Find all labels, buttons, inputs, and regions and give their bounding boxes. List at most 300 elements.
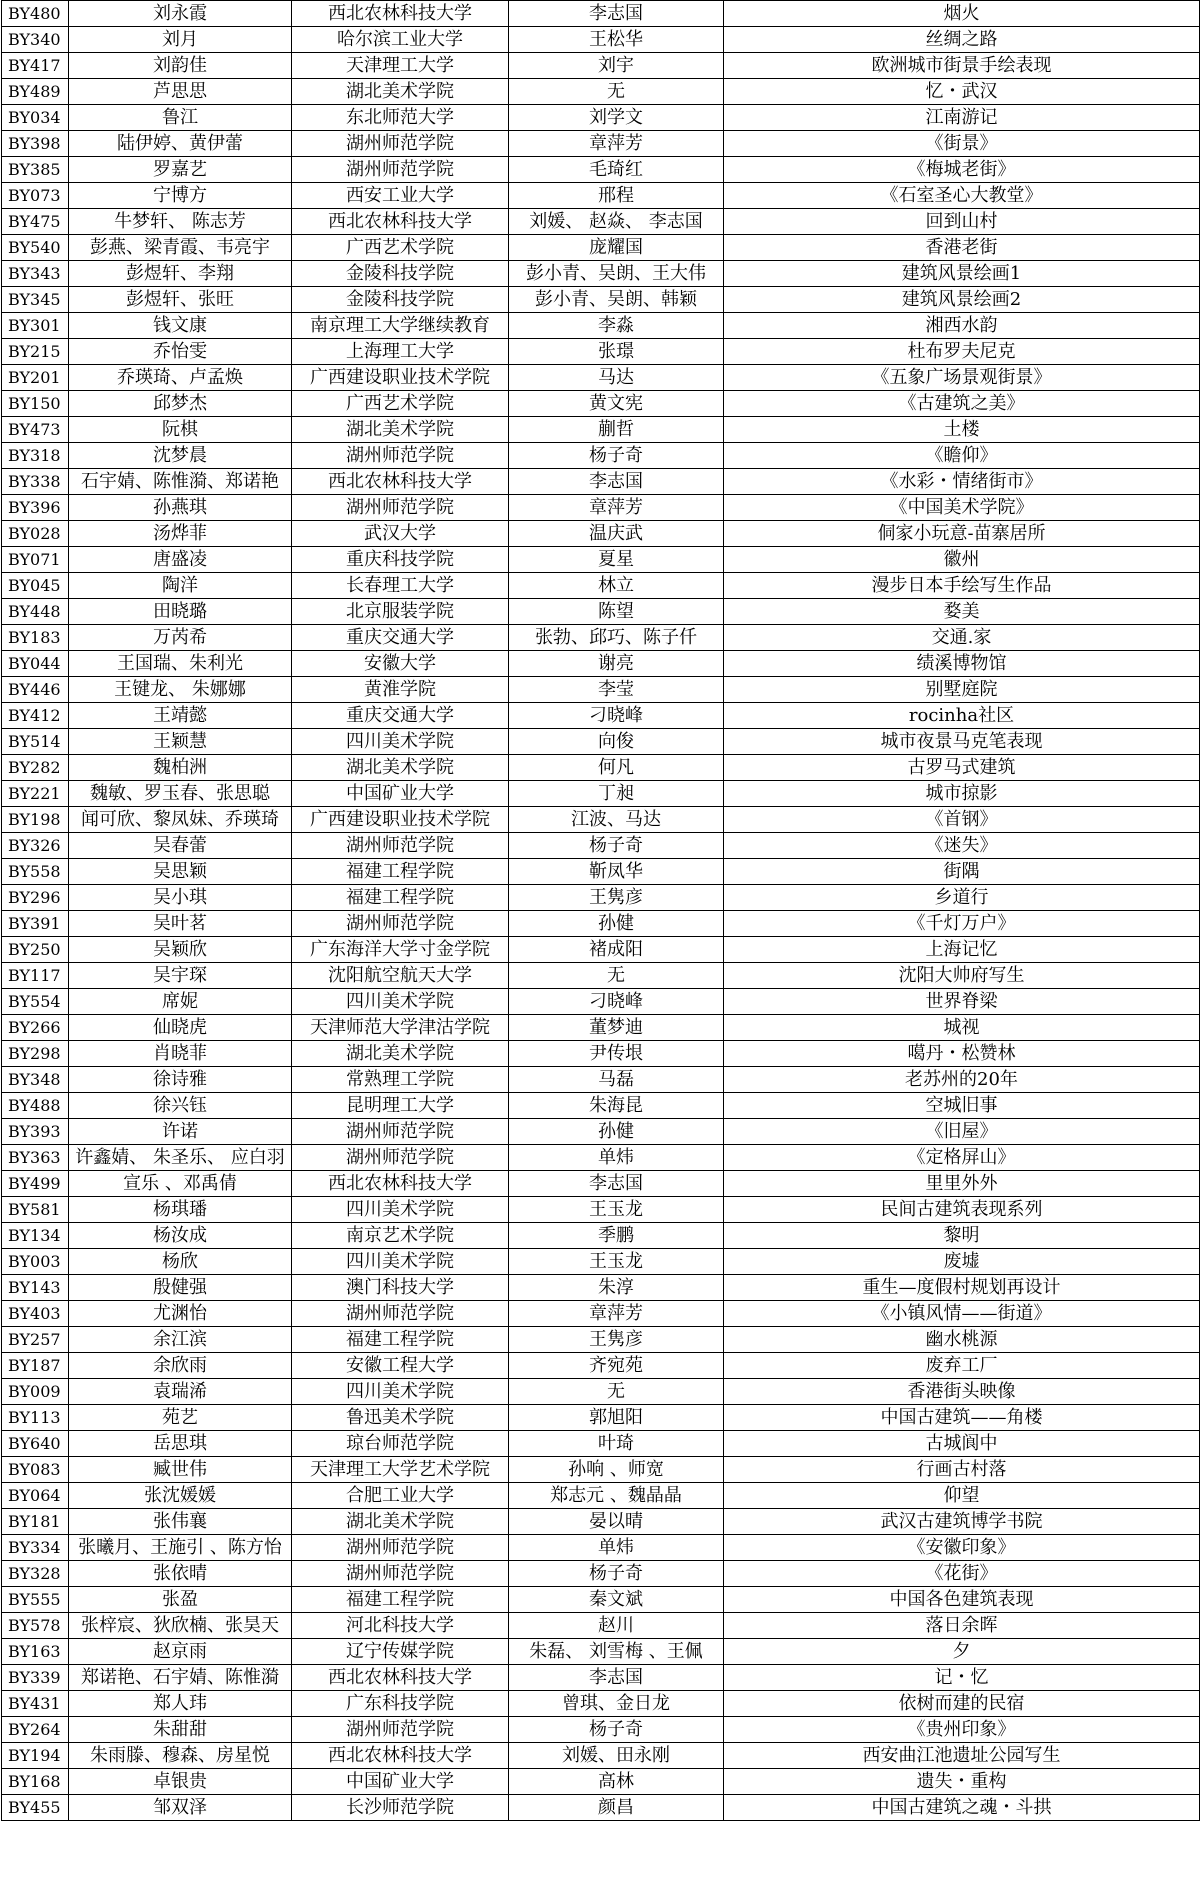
table-row bbox=[2, 235, 1200, 261]
table-row bbox=[2, 911, 1200, 937]
student-names-cell: 仙晓虎 bbox=[69, 1015, 292, 1041]
work-title-cell: 漫步日本手绘写生作品 bbox=[724, 573, 1200, 599]
student-names-cell: 乔瑛琦、卢孟焕 bbox=[69, 365, 292, 391]
school-cell: 四川美术学院 bbox=[292, 989, 509, 1015]
school-cell: 湖州师范学院 bbox=[292, 1561, 509, 1587]
table-row bbox=[2, 1327, 1200, 1353]
school-cell: 天津师范大学津沽学院 bbox=[292, 1015, 509, 1041]
entry-id-cell: BY403 bbox=[2, 1301, 69, 1327]
entry-id-cell: BY134 bbox=[2, 1223, 69, 1249]
advisor-cell: 刘媛、田永刚 bbox=[509, 1743, 724, 1769]
work-title-cell: 《千灯万户》 bbox=[724, 911, 1200, 937]
work-title-cell: 《迷失》 bbox=[724, 833, 1200, 859]
work-title-cell: 《水彩・情绪街市》 bbox=[724, 469, 1200, 495]
school-cell: 重庆科技学院 bbox=[292, 547, 509, 573]
school-cell: 广西建设职业技术学院 bbox=[292, 365, 509, 391]
advisor-cell: 刘宇 bbox=[509, 53, 724, 79]
school-cell: 湖州师范学院 bbox=[292, 1301, 509, 1327]
school-cell: 西北农林科技大学 bbox=[292, 1171, 509, 1197]
student-names-cell: 沈梦晨 bbox=[69, 443, 292, 469]
advisor-cell: 孙健 bbox=[509, 1119, 724, 1145]
entry-id-cell: BY343 bbox=[2, 261, 69, 287]
student-names-cell: 彭煜轩、李翔 bbox=[69, 261, 292, 287]
advisor-cell: 刘学文 bbox=[509, 105, 724, 131]
advisor-cell: 黄文宪 bbox=[509, 391, 724, 417]
student-names-cell: 刘永霞 bbox=[69, 1, 292, 27]
table-row bbox=[2, 1509, 1200, 1535]
school-cell: 湖州师范学院 bbox=[292, 443, 509, 469]
student-names-cell: 肖晓菲 bbox=[69, 1041, 292, 1067]
advisor-cell: 齐宛苑 bbox=[509, 1353, 724, 1379]
school-cell: 长春理工大学 bbox=[292, 573, 509, 599]
work-title-cell: 上海记忆 bbox=[724, 937, 1200, 963]
entry-id-cell: BY181 bbox=[2, 1509, 69, 1535]
entry-id-cell: BY555 bbox=[2, 1587, 69, 1613]
entry-id-cell: BY250 bbox=[2, 937, 69, 963]
student-names-cell: 田晓璐 bbox=[69, 599, 292, 625]
advisor-cell: 张勃、邱巧、陈子仟 bbox=[509, 625, 724, 651]
advisor-cell: 晏以晴 bbox=[509, 1509, 724, 1535]
student-names-cell: 杨汝成 bbox=[69, 1223, 292, 1249]
work-title-cell: 落日余晖 bbox=[724, 1613, 1200, 1639]
entry-id-cell: BY540 bbox=[2, 235, 69, 261]
table-row bbox=[2, 1483, 1200, 1509]
advisor-cell: 尹传垠 bbox=[509, 1041, 724, 1067]
work-title-cell: 徽州 bbox=[724, 547, 1200, 573]
school-cell: 湖北美术学院 bbox=[292, 79, 509, 105]
advisor-cell: 颜昌 bbox=[509, 1795, 724, 1821]
school-cell: 安徽大学 bbox=[292, 651, 509, 677]
student-names-cell: 乔怡雯 bbox=[69, 339, 292, 365]
advisor-cell: 无 bbox=[509, 1379, 724, 1405]
school-cell: 南京理工大学继续教育 bbox=[292, 313, 509, 339]
table-row bbox=[2, 313, 1200, 339]
table-row bbox=[2, 1457, 1200, 1483]
entry-id-cell: BY028 bbox=[2, 521, 69, 547]
work-title-cell: 里里外外 bbox=[724, 1171, 1200, 1197]
work-title-cell: 重生—度假村规划再设计 bbox=[724, 1275, 1200, 1301]
student-names-cell: 吴春蕾 bbox=[69, 833, 292, 859]
work-title-cell: 乡道行 bbox=[724, 885, 1200, 911]
work-title-cell: 《五象广场景观街景》 bbox=[724, 365, 1200, 391]
entry-id-cell: BY393 bbox=[2, 1119, 69, 1145]
entry-id-cell: BY338 bbox=[2, 469, 69, 495]
table-row bbox=[2, 1795, 1200, 1821]
school-cell: 湖州师范学院 bbox=[292, 1717, 509, 1743]
entry-id-cell: BY183 bbox=[2, 625, 69, 651]
student-names-cell: 彭煜轩、张旺 bbox=[69, 287, 292, 313]
work-title-cell: 废弃工厂 bbox=[724, 1353, 1200, 1379]
table-row bbox=[2, 391, 1200, 417]
advisor-cell: 无 bbox=[509, 79, 724, 105]
school-cell: 昆明理工大学 bbox=[292, 1093, 509, 1119]
table-row bbox=[2, 859, 1200, 885]
entry-id-cell: BY318 bbox=[2, 443, 69, 469]
table-row bbox=[2, 79, 1200, 105]
advisor-cell: 李志国 bbox=[509, 469, 724, 495]
advisor-cell: 刁晓峰 bbox=[509, 703, 724, 729]
table-row bbox=[2, 1587, 1200, 1613]
work-title-cell: 世界脊梁 bbox=[724, 989, 1200, 1015]
school-cell: 湖州师范学院 bbox=[292, 911, 509, 937]
advisor-cell: 李志国 bbox=[509, 1665, 724, 1691]
work-title-cell: 依树而建的民宿 bbox=[724, 1691, 1200, 1717]
entry-id-cell: BY143 bbox=[2, 1275, 69, 1301]
table-row bbox=[2, 833, 1200, 859]
advisor-cell: 李志国 bbox=[509, 1171, 724, 1197]
school-cell: 鲁迅美术学院 bbox=[292, 1405, 509, 1431]
entry-id-cell: BY640 bbox=[2, 1431, 69, 1457]
work-title-cell: 《石室圣心大教堂》 bbox=[724, 183, 1200, 209]
work-title-cell: 西安曲江池遗址公园写生 bbox=[724, 1743, 1200, 1769]
entry-id-cell: BY163 bbox=[2, 1639, 69, 1665]
student-names-cell: 许诺 bbox=[69, 1119, 292, 1145]
advisor-cell: 庞耀国 bbox=[509, 235, 724, 261]
school-cell: 广东科技学院 bbox=[292, 1691, 509, 1717]
work-title-cell: 中国古建筑——角楼 bbox=[724, 1405, 1200, 1431]
advisor-cell: 王玉龙 bbox=[509, 1197, 724, 1223]
work-title-cell: 古罗马式建筑 bbox=[724, 755, 1200, 781]
advisor-cell: 叶琦 bbox=[509, 1431, 724, 1457]
school-cell: 湖州师范学院 bbox=[292, 131, 509, 157]
school-cell: 湖州师范学院 bbox=[292, 833, 509, 859]
table-row bbox=[2, 1301, 1200, 1327]
advisor-cell: 马磊 bbox=[509, 1067, 724, 1093]
table-row bbox=[2, 599, 1200, 625]
table-row bbox=[2, 495, 1200, 521]
entry-id-cell: BY334 bbox=[2, 1535, 69, 1561]
student-names-cell: 刘月 bbox=[69, 27, 292, 53]
table-row bbox=[2, 131, 1200, 157]
school-cell: 广西艺术学院 bbox=[292, 235, 509, 261]
advisor-cell: 无 bbox=[509, 963, 724, 989]
entry-id-cell: BY113 bbox=[2, 1405, 69, 1431]
work-title-cell: 建筑风景绘画2 bbox=[724, 287, 1200, 313]
work-title-cell: 遗失・重构 bbox=[724, 1769, 1200, 1795]
student-names-cell: 陆伊婷、黄伊蕾 bbox=[69, 131, 292, 157]
table-row bbox=[2, 573, 1200, 599]
entry-id-cell: BY417 bbox=[2, 53, 69, 79]
entry-id-cell: BY363 bbox=[2, 1145, 69, 1171]
entry-id-cell: BY489 bbox=[2, 79, 69, 105]
entry-id-cell: BY301 bbox=[2, 313, 69, 339]
school-cell: 广西艺术学院 bbox=[292, 391, 509, 417]
school-cell: 辽宁传媒学院 bbox=[292, 1639, 509, 1665]
student-names-cell: 魏柏洲 bbox=[69, 755, 292, 781]
work-title-cell: 烟火 bbox=[724, 1, 1200, 27]
work-title-cell: 城视 bbox=[724, 1015, 1200, 1041]
school-cell: 上海理工大学 bbox=[292, 339, 509, 365]
table-row bbox=[2, 1119, 1200, 1145]
table-row bbox=[2, 287, 1200, 313]
student-names-cell: 彭燕、梁青霞、韦亮宇 bbox=[69, 235, 292, 261]
school-cell: 合肥工业大学 bbox=[292, 1483, 509, 1509]
entry-id-cell: BY385 bbox=[2, 157, 69, 183]
work-title-cell: 土楼 bbox=[724, 417, 1200, 443]
entry-id-cell: BY083 bbox=[2, 1457, 69, 1483]
student-names-cell: 岳思琪 bbox=[69, 1431, 292, 1457]
entry-id-cell: BY473 bbox=[2, 417, 69, 443]
school-cell: 金陵科技学院 bbox=[292, 261, 509, 287]
school-cell: 哈尔滨工业大学 bbox=[292, 27, 509, 53]
work-title-cell: 中国各色建筑表现 bbox=[724, 1587, 1200, 1613]
school-cell: 中国矿业大学 bbox=[292, 1769, 509, 1795]
school-cell: 武汉大学 bbox=[292, 521, 509, 547]
school-cell: 湖州师范学院 bbox=[292, 1145, 509, 1171]
table-row bbox=[2, 937, 1200, 963]
work-title-cell: 香港老街 bbox=[724, 235, 1200, 261]
advisor-cell: 张璟 bbox=[509, 339, 724, 365]
advisor-cell: 赵川 bbox=[509, 1613, 724, 1639]
school-cell: 南京艺术学院 bbox=[292, 1223, 509, 1249]
work-title-cell: 侗家小玩意-苗寨居所 bbox=[724, 521, 1200, 547]
student-names-cell: 吴思颖 bbox=[69, 859, 292, 885]
entry-id-cell: BY034 bbox=[2, 105, 69, 131]
table-row bbox=[2, 703, 1200, 729]
work-title-cell: 废墟 bbox=[724, 1249, 1200, 1275]
work-title-cell: 《街景》 bbox=[724, 131, 1200, 157]
table-row bbox=[2, 1015, 1200, 1041]
school-cell: 黄淮学院 bbox=[292, 677, 509, 703]
work-title-cell: 婺美 bbox=[724, 599, 1200, 625]
school-cell: 四川美术学院 bbox=[292, 1197, 509, 1223]
table-row bbox=[2, 417, 1200, 443]
table-row bbox=[2, 1145, 1200, 1171]
school-cell: 西北农林科技大学 bbox=[292, 1665, 509, 1691]
advisor-cell: 彭小青、吴朗、王大伟 bbox=[509, 261, 724, 287]
work-title-cell: 《旧屋》 bbox=[724, 1119, 1200, 1145]
student-names-cell: 芦思思 bbox=[69, 79, 292, 105]
entry-id-cell: BY488 bbox=[2, 1093, 69, 1119]
entry-id-cell: BY514 bbox=[2, 729, 69, 755]
table-row bbox=[2, 469, 1200, 495]
table-row bbox=[2, 1379, 1200, 1405]
advisor-cell: 谢亮 bbox=[509, 651, 724, 677]
student-names-cell: 张曦月、王施引 、陈方怡 bbox=[69, 1535, 292, 1561]
student-names-cell: 张盈 bbox=[69, 1587, 292, 1613]
school-cell: 福建工程学院 bbox=[292, 885, 509, 911]
student-names-cell: 朱雨滕、穆森、房星悦 bbox=[69, 1743, 292, 1769]
table-row bbox=[2, 1353, 1200, 1379]
work-title-cell: 城市掠影 bbox=[724, 781, 1200, 807]
table-row bbox=[2, 1769, 1200, 1795]
student-names-cell: 杨欣 bbox=[69, 1249, 292, 1275]
table-row bbox=[2, 157, 1200, 183]
school-cell: 天津理工大学艺术学院 bbox=[292, 1457, 509, 1483]
school-cell: 湖州师范学院 bbox=[292, 495, 509, 521]
advisor-cell: 王松华 bbox=[509, 27, 724, 53]
school-cell: 中国矿业大学 bbox=[292, 781, 509, 807]
table-row bbox=[2, 1093, 1200, 1119]
advisor-cell: 蒯哲 bbox=[509, 417, 724, 443]
entry-id-cell: BY009 bbox=[2, 1379, 69, 1405]
student-names-cell: 苑艺 bbox=[69, 1405, 292, 1431]
entry-id-cell: BY480 bbox=[2, 1, 69, 27]
school-cell: 四川美术学院 bbox=[292, 1379, 509, 1405]
student-names-cell: 袁瑞浠 bbox=[69, 1379, 292, 1405]
advisor-cell: 王隽彦 bbox=[509, 1327, 724, 1353]
entry-id-cell: BY044 bbox=[2, 651, 69, 677]
school-cell: 安徽工程大学 bbox=[292, 1353, 509, 1379]
school-cell: 金陵科技学院 bbox=[292, 287, 509, 313]
table-row bbox=[2, 963, 1200, 989]
student-names-cell: 徐诗雅 bbox=[69, 1067, 292, 1093]
table-row bbox=[2, 1665, 1200, 1691]
student-names-cell: 石宇婧、陈惟漪、郑诺艳 bbox=[69, 469, 292, 495]
advisor-cell: 马达 bbox=[509, 365, 724, 391]
school-cell: 河北科技大学 bbox=[292, 1613, 509, 1639]
student-names-cell: 阮棋 bbox=[69, 417, 292, 443]
student-names-cell: 臧世伟 bbox=[69, 1457, 292, 1483]
advisor-cell: 夏星 bbox=[509, 547, 724, 573]
student-names-cell: 殷健强 bbox=[69, 1275, 292, 1301]
table-row bbox=[2, 885, 1200, 911]
entry-id-cell: BY345 bbox=[2, 287, 69, 313]
table-row bbox=[2, 183, 1200, 209]
advisor-cell: 孙健 bbox=[509, 911, 724, 937]
entry-id-cell: BY391 bbox=[2, 911, 69, 937]
work-title-cell: 欧洲城市街景手绘表现 bbox=[724, 53, 1200, 79]
entry-id-cell: BY328 bbox=[2, 1561, 69, 1587]
work-title-cell: 记・忆 bbox=[724, 1665, 1200, 1691]
work-title-cell: 中国古建筑之魂・斗拱 bbox=[724, 1795, 1200, 1821]
work-title-cell: 《花街》 bbox=[724, 1561, 1200, 1587]
student-names-cell: 余江滨 bbox=[69, 1327, 292, 1353]
student-names-cell: 邱梦杰 bbox=[69, 391, 292, 417]
school-cell: 沈阳航空航天大学 bbox=[292, 963, 509, 989]
table-row bbox=[2, 1613, 1200, 1639]
advisor-cell: 刘媛、 赵焱、 李志国 bbox=[509, 209, 724, 235]
student-names-cell: 刘韵佳 bbox=[69, 53, 292, 79]
table-row bbox=[2, 1431, 1200, 1457]
table-row bbox=[2, 27, 1200, 53]
advisor-cell: 林立 bbox=[509, 573, 724, 599]
entry-id-cell: BY446 bbox=[2, 677, 69, 703]
table-row bbox=[2, 625, 1200, 651]
school-cell: 四川美术学院 bbox=[292, 1249, 509, 1275]
student-names-cell: 吴小琪 bbox=[69, 885, 292, 911]
entry-id-cell: BY150 bbox=[2, 391, 69, 417]
student-names-cell: 邹双泽 bbox=[69, 1795, 292, 1821]
entry-id-cell: BY266 bbox=[2, 1015, 69, 1041]
advisor-cell: 靳凤华 bbox=[509, 859, 724, 885]
student-names-cell: 吴颖欣 bbox=[69, 937, 292, 963]
advisor-cell: 单炜 bbox=[509, 1145, 724, 1171]
advisor-cell: 郭旭阳 bbox=[509, 1405, 724, 1431]
advisor-cell: 高林 bbox=[509, 1769, 724, 1795]
table-row bbox=[2, 1717, 1200, 1743]
student-names-cell: 钱文康 bbox=[69, 313, 292, 339]
student-names-cell: 唐盛凌 bbox=[69, 547, 292, 573]
advisor-cell: 江波、马达 bbox=[509, 807, 724, 833]
work-title-cell: 行画古村落 bbox=[724, 1457, 1200, 1483]
table-row bbox=[2, 1535, 1200, 1561]
school-cell: 西北农林科技大学 bbox=[292, 209, 509, 235]
work-title-cell: 江南游记 bbox=[724, 105, 1200, 131]
student-names-cell: 汤烨菲 bbox=[69, 521, 292, 547]
student-names-cell: 卓银贵 bbox=[69, 1769, 292, 1795]
student-names-cell: 张梓宸、狄欣楠、张昊天 bbox=[69, 1613, 292, 1639]
work-title-cell: 幽水桃源 bbox=[724, 1327, 1200, 1353]
work-title-cell: 《贵州印象》 bbox=[724, 1717, 1200, 1743]
student-names-cell: 张依晴 bbox=[69, 1561, 292, 1587]
table-row bbox=[2, 209, 1200, 235]
advisor-cell: 章萍芳 bbox=[509, 131, 724, 157]
advisor-cell: 孙响 、师宽 bbox=[509, 1457, 724, 1483]
advisor-cell: 曾琪、金日龙 bbox=[509, 1691, 724, 1717]
work-title-cell: 忆・武汉 bbox=[724, 79, 1200, 105]
work-title-cell: 武汉古建筑博学书院 bbox=[724, 1509, 1200, 1535]
entry-id-cell: BY215 bbox=[2, 339, 69, 365]
school-cell: 福建工程学院 bbox=[292, 859, 509, 885]
work-title-cell: 老苏州的20年 bbox=[724, 1067, 1200, 1093]
school-cell: 湖北美术学院 bbox=[292, 1509, 509, 1535]
entry-id-cell: BY298 bbox=[2, 1041, 69, 1067]
school-cell: 西北农林科技大学 bbox=[292, 1743, 509, 1769]
student-names-cell: 宁博方 bbox=[69, 183, 292, 209]
school-cell: 长沙师范学院 bbox=[292, 1795, 509, 1821]
work-title-cell: 回到山村 bbox=[724, 209, 1200, 235]
work-title-cell: 古城阆中 bbox=[724, 1431, 1200, 1457]
school-cell: 福建工程学院 bbox=[292, 1327, 509, 1353]
school-cell: 北京服装学院 bbox=[292, 599, 509, 625]
student-names-cell: 席妮 bbox=[69, 989, 292, 1015]
advisor-cell: 章萍芳 bbox=[509, 1301, 724, 1327]
school-cell: 湖北美术学院 bbox=[292, 755, 509, 781]
work-title-cell: 《梅城老街》 bbox=[724, 157, 1200, 183]
work-title-cell: 湘西水韵 bbox=[724, 313, 1200, 339]
entry-id-cell: BY578 bbox=[2, 1613, 69, 1639]
student-names-cell: 赵京雨 bbox=[69, 1639, 292, 1665]
work-title-cell: 丝绸之路 bbox=[724, 27, 1200, 53]
advisor-cell: 丁昶 bbox=[509, 781, 724, 807]
entry-id-cell: BY064 bbox=[2, 1483, 69, 1509]
table-row bbox=[2, 1197, 1200, 1223]
entry-id-cell: BY499 bbox=[2, 1171, 69, 1197]
table-row bbox=[2, 1275, 1200, 1301]
entry-id-cell: BY201 bbox=[2, 365, 69, 391]
school-cell: 常熟理工学院 bbox=[292, 1067, 509, 1093]
advisor-cell: 向俊 bbox=[509, 729, 724, 755]
table-row bbox=[2, 365, 1200, 391]
advisor-cell: 杨子奇 bbox=[509, 1717, 724, 1743]
advisor-cell: 朱磊、 刘雪梅 、王佩 bbox=[509, 1639, 724, 1665]
table-row bbox=[2, 989, 1200, 1015]
advisor-cell: 李淼 bbox=[509, 313, 724, 339]
entry-id-cell: BY257 bbox=[2, 1327, 69, 1353]
table-row bbox=[2, 339, 1200, 365]
work-title-cell: rocinha社区 bbox=[724, 703, 1200, 729]
table-row bbox=[2, 1067, 1200, 1093]
student-names-cell: 朱甜甜 bbox=[69, 1717, 292, 1743]
work-title-cell: 绩溪博物馆 bbox=[724, 651, 1200, 677]
work-title-cell: 仰望 bbox=[724, 1483, 1200, 1509]
entry-id-cell: BY003 bbox=[2, 1249, 69, 1275]
table-row bbox=[2, 547, 1200, 573]
school-cell: 四川美术学院 bbox=[292, 729, 509, 755]
school-cell: 西北农林科技大学 bbox=[292, 469, 509, 495]
work-title-cell: 噶丹・松赞林 bbox=[724, 1041, 1200, 1067]
school-cell: 广东海洋大学寸金学院 bbox=[292, 937, 509, 963]
entry-id-cell: BY554 bbox=[2, 989, 69, 1015]
work-title-cell: 沈阳大帅府写生 bbox=[724, 963, 1200, 989]
student-names-cell: 张沈媛媛 bbox=[69, 1483, 292, 1509]
table-row bbox=[2, 729, 1200, 755]
advisor-cell: 杨子奇 bbox=[509, 1561, 724, 1587]
student-names-cell: 牛梦轩、 陈志芳 bbox=[69, 209, 292, 235]
student-names-cell: 余欣雨 bbox=[69, 1353, 292, 1379]
table-row bbox=[2, 105, 1200, 131]
